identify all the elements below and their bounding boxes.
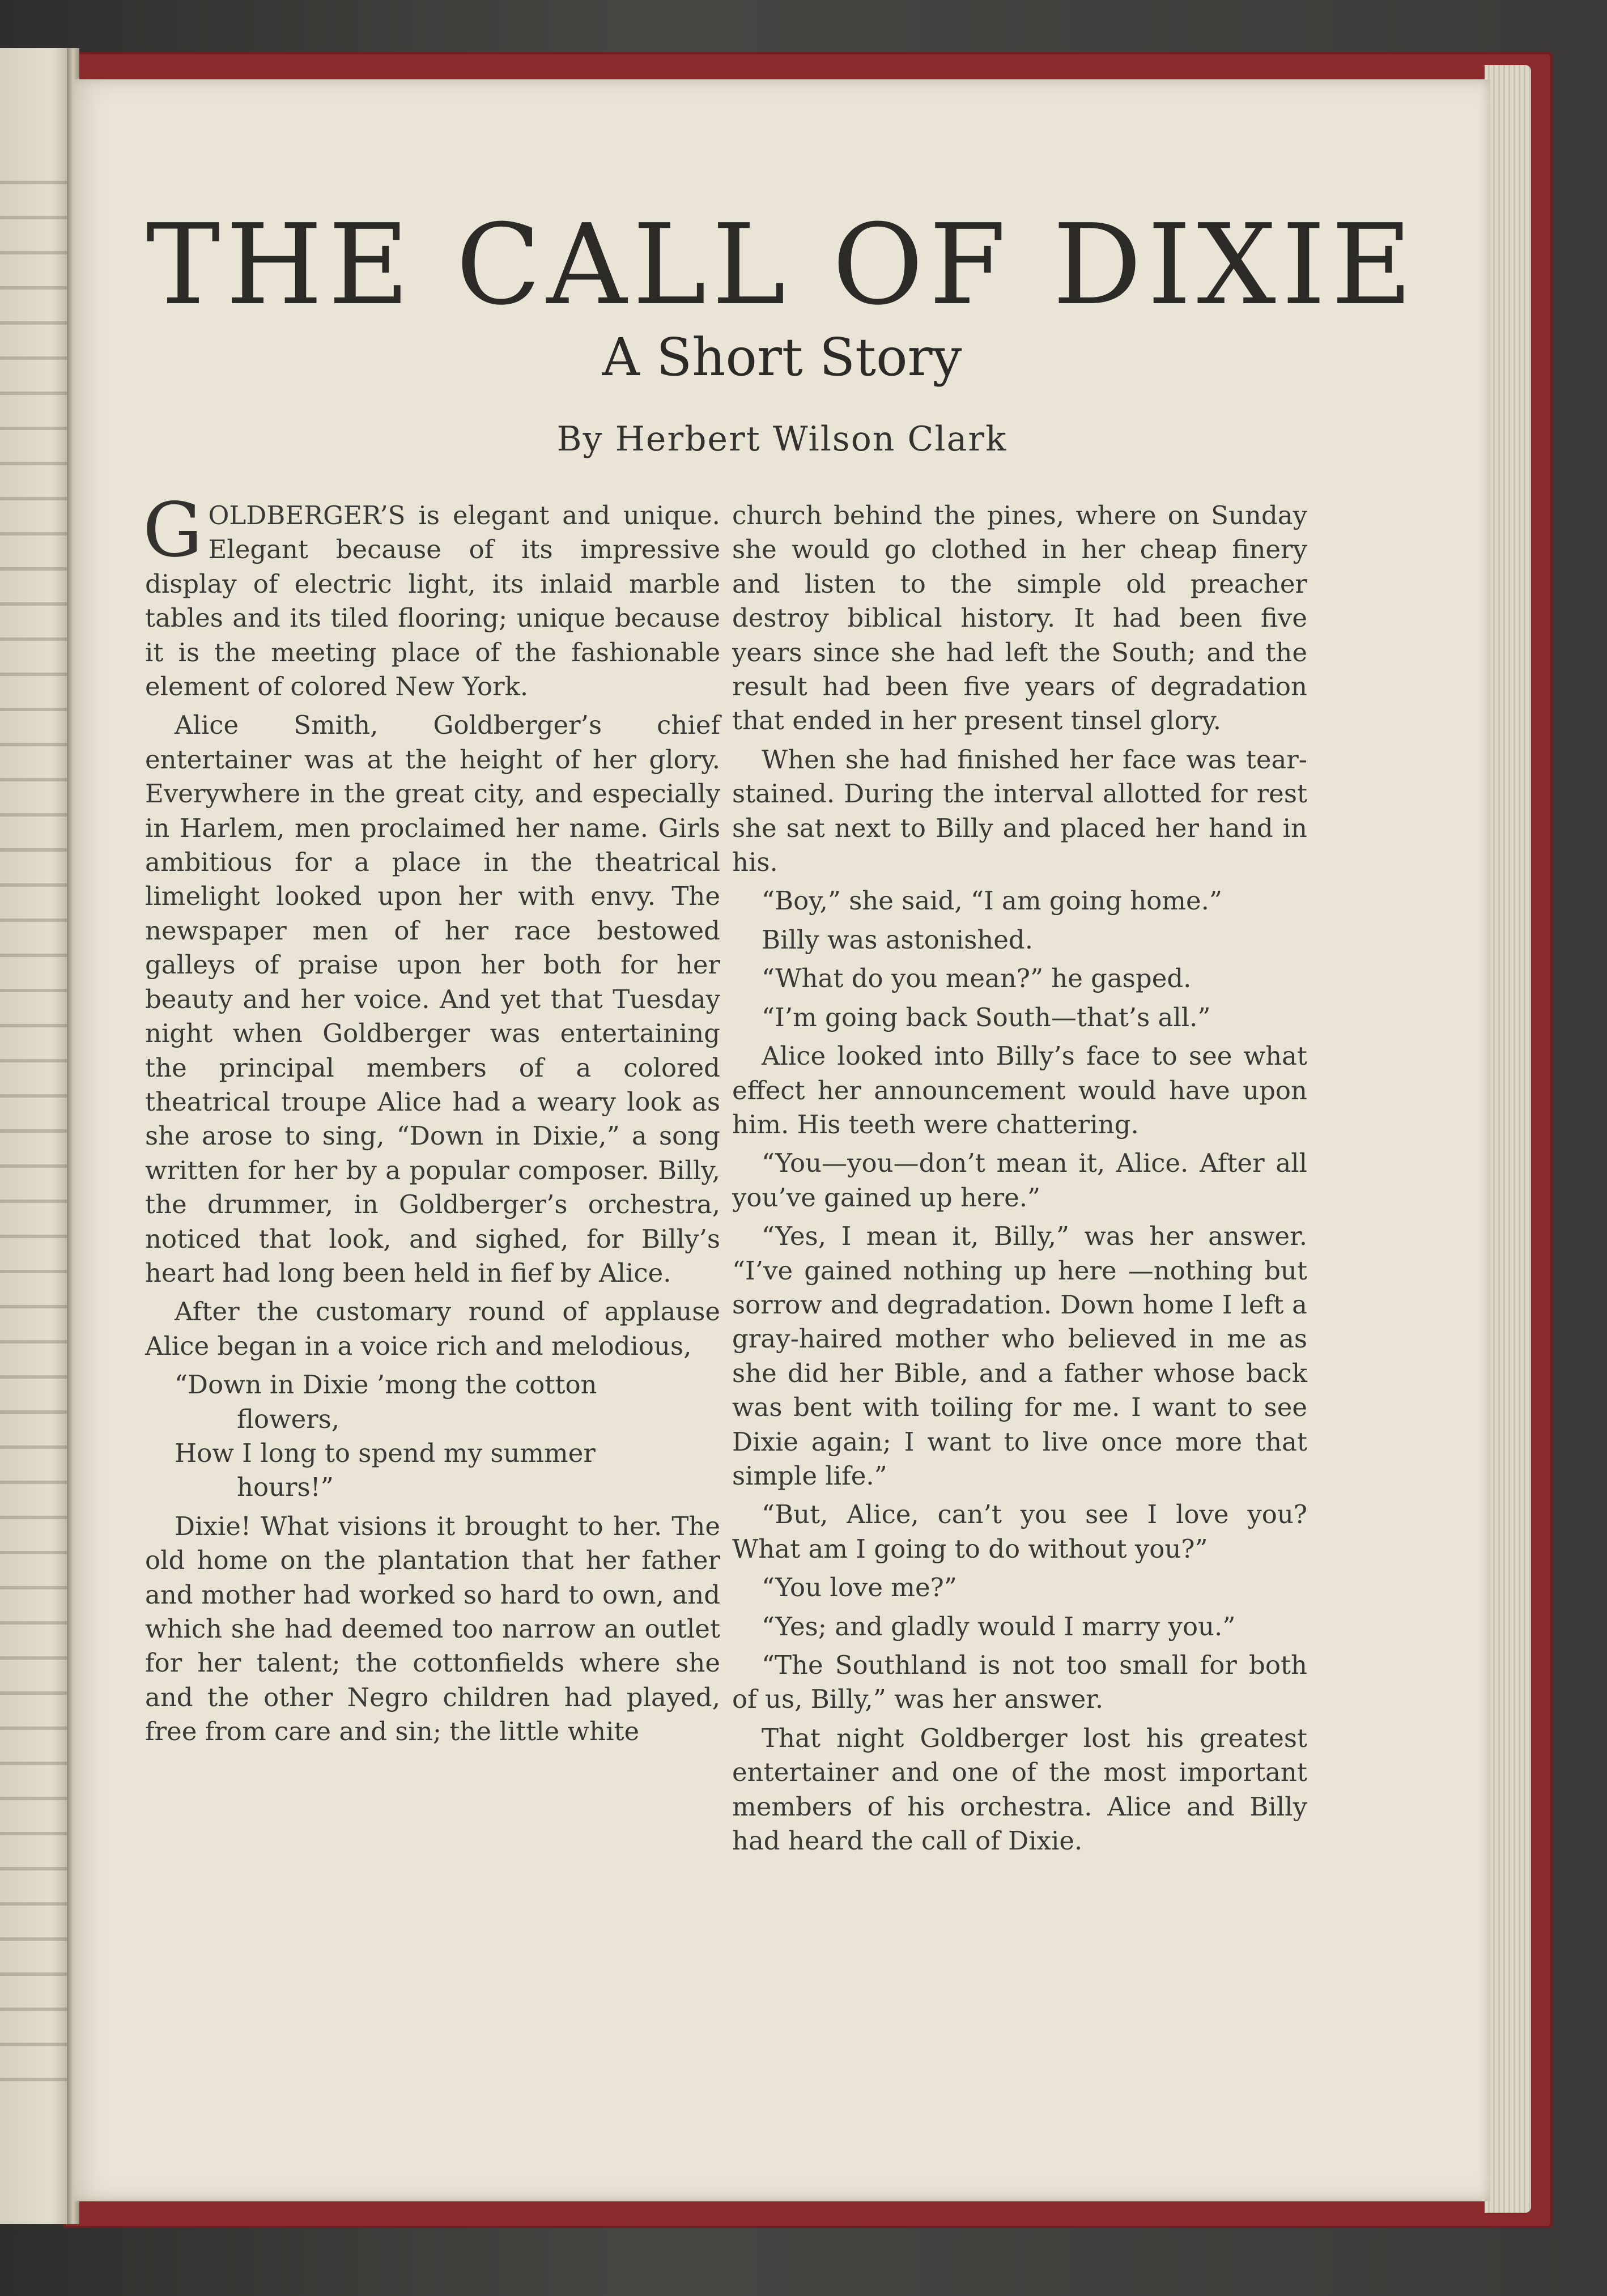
paragraph: “What do you mean?” he gasped. <box>762 963 1192 994</box>
text-column-left <box>143 487 720 1749</box>
paragraph: When she had finished her face was tear-stained. During the interval allotted for rest she sat next to Billy and placed her hand in his. <box>732 744 1307 878</box>
paragraph: After the customary round of applause Alice began in a voice rich and melodious, <box>145 1296 720 1361</box>
paragraph: “The Southland is not too small for both of us, Billy,” was her answer. <box>732 1650 1307 1715</box>
verse-line-1-cont: flowers, <box>237 1404 340 1434</box>
paragraph: “I’m going back South—that’s all.” <box>762 1002 1211 1032</box>
verse-line-1: “Down in Dixie ’mong the cotton <box>175 1370 597 1400</box>
paragraph: That night Goldberger lost his greatest entertainer and one of the most important members of his orchestra. Alice and Billy had heard the call of Dixie. <box>732 1723 1307 1856</box>
verse-line <box>145 1368 720 1436</box>
paragraph: Alice looked into Billy’s face to see what effect her announcement would have upon him. His teeth were chattering. <box>732 1041 1307 1140</box>
text-column-right <box>732 499 1307 1858</box>
paragraph: Dixie! What visions it brought to her. The old home on the plantation that her father and mother had worked so hard to own, and which she had deemed too narrow an outlet for her talent; the cottonfields where she and the other Negro children had played, free from care and sin; the little white <box>145 1511 720 1747</box>
paragraph: Billy was astonished. <box>762 924 1034 955</box>
paragraph: church behind the pines, where on Sunday she would go clothed in her cheap finery and listen to the simple old preacher destroy biblical history. It had been five years since she had left the South; and the result had been five years of degradation that ended in her present tinsel glory. <box>732 500 1307 736</box>
paragraph: “Yes; and gladly would I marry you.” <box>762 1611 1236 1642</box>
verse-line-2: How I long to spend my summer <box>175 1438 596 1468</box>
paragraph: GOLDBERGER’S is elegant and unique. Elegant because of its impressive display of electric light, its inlaid marble tables and its tiled flooring; unique because it is the meeting place of the fashionable element of colored New York. <box>143 487 720 702</box>
facing-page-text <box>0 161 74 2088</box>
article-byline: By Herbert Wilson Clark <box>556 419 1007 459</box>
verse-line <box>145 1436 720 1505</box>
paragraph: “But, Alice, can’t you see I love you? What am I going to do without you?” <box>732 1499 1307 1564</box>
paragraph: “Boy,” she said, “I am going home.” <box>762 886 1222 916</box>
paragraph: “Yes, I mean it, Billy,” was her answer. “I’ve gained nothing up here —nothing but sorrow and degradation. Down home I left a gray-haired mother who believed in me as she did her Bible, and a father whose back was bent with toiling for me. I want to see Dixie again; I want to live once more that simple life.” <box>732 1221 1307 1491</box>
facing-page-edge <box>0 48 74 2224</box>
book-page <box>74 79 1490 2201</box>
article-title: THE CALL OF DIXIE <box>146 201 1418 330</box>
article-subtitle: A Short Story <box>602 327 962 388</box>
paragraph: “You—you—don’t mean it, Alice. After all you’ve gained up here.” <box>732 1148 1307 1213</box>
paragraph: “You love me?” <box>762 1572 957 1603</box>
paragraph: Alice Smith, Goldberger’s chief entertainer was at the height of her glory. Everywhere in the great city, and especially in Harlem, men proclaimed her name. Girls ambitious for a place in the theatrical limelight looked upon her with envy. The newspaper men of her race bestowed galleys of praise upon her both for her beauty and her voice. And yet that Tuesday night when Goldberger was entertaining the principal members of a colored theatrical troupe Alice had a weary look as she arose to sing, “Down in Dixie,” a song written for her by a popular composer. Billy, the drummer, in Goldberger’s orchestra, noticed that look, and sighed, for Billy’s heart had long been held in fief by Alice. <box>145 710 720 1288</box>
verse-line-2-cont: hours!” <box>237 1472 334 1503</box>
page-edges <box>1485 65 1531 2213</box>
